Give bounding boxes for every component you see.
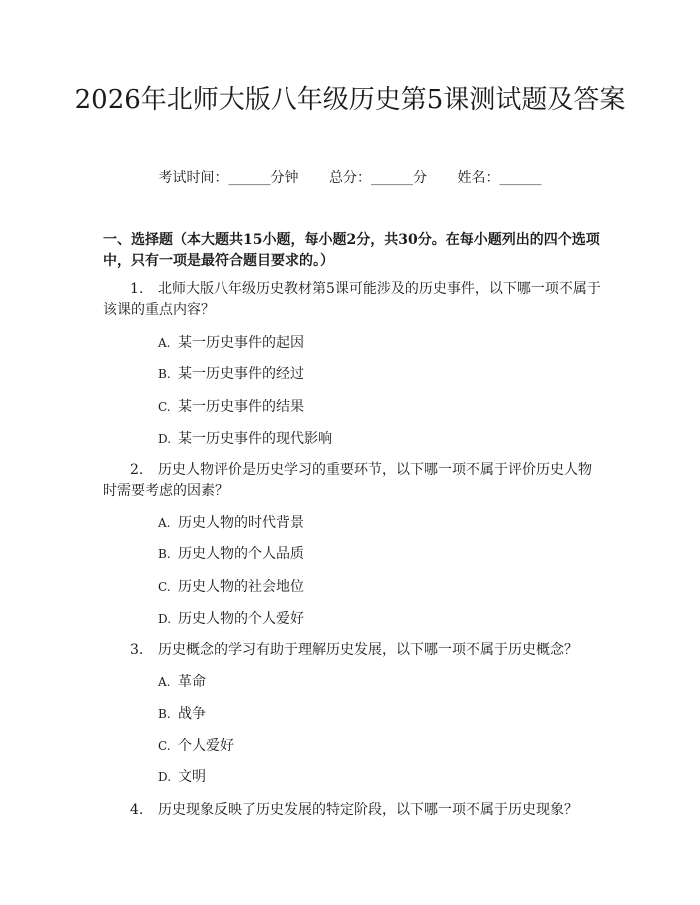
question-2-option-c xyxy=(158,577,304,597)
question-1 xyxy=(103,279,603,321)
section-heading: 一、选择题（本大题共15小题，每小题2分，共30分。在每小题列出的四个选项中，只有一项是最符合题目要求的。） xyxy=(103,232,600,269)
question-3-option-d xyxy=(158,767,206,787)
option-text: 历史人物的个人爱好 xyxy=(178,611,304,627)
question-text: 北师大版八年级历史教材第5课可能涉及的历史事件，以下哪一项不属于该课的重点内容？ xyxy=(103,281,601,318)
option-text: 某一历史事件的现代影响 xyxy=(178,431,332,447)
question-number: 4. xyxy=(130,802,144,818)
option-text: 历史人物的社会地位 xyxy=(178,579,304,595)
question-4 xyxy=(103,800,603,821)
document-title: 2026年北师大版八年级历史第5课测试题及答案 xyxy=(74,85,626,115)
question-text: 历史人物评价是历史学习的重要环节，以下哪一项不属于评价历史人物时需要考虑的因素？ xyxy=(103,462,592,499)
option-letter: C. xyxy=(158,580,171,594)
option-letter: C. xyxy=(158,739,171,753)
option-letter: A. xyxy=(158,336,171,350)
option-letter: D. xyxy=(158,432,172,446)
option-text: 某一历史事件的经过 xyxy=(178,366,304,382)
question-2-option-a xyxy=(158,513,304,533)
question-text: 历史现象反映了历史发展的特定阶段，以下哪一项不属于历史现象？ xyxy=(158,802,578,818)
option-text: 某一历史事件的起因 xyxy=(178,335,304,351)
total-score-field: 总分：______分 xyxy=(329,170,427,186)
option-letter: B. xyxy=(158,367,171,381)
question-1-option-b xyxy=(158,364,304,384)
question-1-option-c xyxy=(158,397,304,417)
exam-time-field: 考试时间：______分钟 xyxy=(158,170,299,186)
option-text: 历史人物的时代背景 xyxy=(178,515,304,531)
option-letter: D. xyxy=(158,770,172,784)
option-text: 个人爱好 xyxy=(178,738,234,754)
option-text: 文明 xyxy=(178,769,206,785)
option-text: 某一历史事件的结果 xyxy=(178,399,304,415)
question-2 xyxy=(103,460,603,502)
option-text: 革命 xyxy=(178,674,206,690)
question-text: 历史概念的学习有助于理解历史发展，以下哪一项不属于历史概念？ xyxy=(158,642,578,658)
question-3 xyxy=(103,640,603,661)
question-3-option-b xyxy=(158,704,206,724)
option-text: 战争 xyxy=(178,706,206,722)
option-letter: B. xyxy=(158,707,171,721)
question-2-option-b xyxy=(158,544,304,564)
exam-info-line xyxy=(0,168,700,188)
question-3-option-c xyxy=(158,736,234,756)
option-letter: D. xyxy=(158,612,172,626)
question-1-option-a xyxy=(158,333,304,353)
option-letter: C. xyxy=(158,400,171,414)
question-2-option-d xyxy=(158,609,304,629)
question-1-option-d xyxy=(158,429,332,449)
option-letter: A. xyxy=(158,675,171,689)
question-3-option-a xyxy=(158,672,206,692)
option-text: 历史人物的个人品质 xyxy=(178,546,304,562)
question-number: 1. xyxy=(130,281,144,297)
question-number: 3. xyxy=(130,642,144,658)
name-field: 姓名：______ xyxy=(457,170,542,186)
question-number: 2. xyxy=(130,462,144,478)
option-letter: B. xyxy=(158,547,171,561)
option-letter: A. xyxy=(158,516,171,530)
